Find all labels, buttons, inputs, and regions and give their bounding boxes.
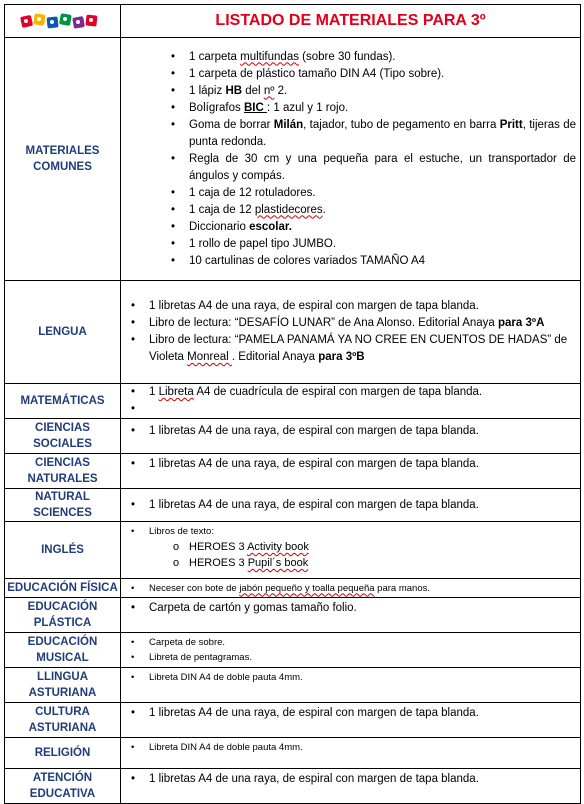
content-ciencias-sociales <box>121 419 581 454</box>
item-text: 1 lápiz <box>189 84 226 97</box>
list-item <box>127 771 576 788</box>
item-text: Regla de 30 cm y una pequeña para el estuche, un transportador de ángulos y compás. <box>189 152 576 182</box>
item-text: , tajador, tubo de pegamento en barra <box>303 118 500 131</box>
item-text: : 1 azul y 1 rojo. <box>266 101 349 114</box>
item-text: Libreta DIN A4 de doble pauta 4mm. <box>149 672 303 683</box>
materiales-comunes-list <box>127 49 576 270</box>
content-religion <box>121 738 581 769</box>
ingles-list <box>127 524 576 539</box>
item-text: 2. <box>274 84 288 97</box>
bullet-icon: • <box>131 317 136 329</box>
item-text: Libreta de pentagramas. <box>149 652 252 663</box>
list-item <box>127 581 576 596</box>
list-item <box>127 83 576 100</box>
list-item <box>127 219 576 236</box>
item-text: Goma de borrar <box>189 118 274 131</box>
item-text: plastidecores <box>254 203 323 216</box>
content-ingles <box>121 522 581 579</box>
item-text: para 3ºB <box>318 351 365 363</box>
row-religion <box>5 738 581 769</box>
bullet-icon: • <box>171 67 176 80</box>
bullet-icon: • <box>171 186 176 199</box>
subject-educacion-fisica: EDUCACIÓN FÍSICA <box>5 579 121 598</box>
list-item <box>127 49 576 66</box>
bullet-icon: • <box>131 300 136 312</box>
row-ingles <box>5 522 581 579</box>
list-item <box>127 539 576 555</box>
item-text: Bolígrafos <box>189 101 244 114</box>
list-item <box>127 740 576 755</box>
item-text: Carpeta de sobre. <box>149 637 226 648</box>
bullet-icon: • <box>131 602 136 614</box>
row-atencion-educativa <box>5 769 581 804</box>
item-text: HEROES 3 <box>189 541 248 553</box>
row-lengua <box>5 281 581 384</box>
item-text: 1 libretas A4 de una raya, de espiral con margen de tapa blanda. <box>149 707 479 719</box>
list-item <box>127 236 576 253</box>
item-text: 1 libretas A4 de una raya, de espiral con margen de tapa blanda. <box>149 300 479 312</box>
bullet-icon: • <box>171 101 176 114</box>
bullet-icon: • <box>131 334 136 346</box>
subject-materiales-comunes: MATERIALES COMUNES <box>5 38 121 281</box>
content-atencion-educativa <box>121 769 581 804</box>
list-item <box>127 151 576 185</box>
list-item <box>127 100 576 117</box>
row-educacion-plastica <box>5 598 581 633</box>
circle-bullet-icon: o <box>173 541 180 553</box>
item-text: jabón pequeño y toalla pequeña <box>239 582 375 594</box>
item-text: Libreta <box>158 386 194 398</box>
natural-sciences-list <box>127 497 576 514</box>
logo-cell <box>5 5 121 38</box>
item-text: escolar. <box>249 220 292 233</box>
subject-llingua-asturiana: LLINGUA ASTURIANA <box>5 668 121 703</box>
list-item <box>127 253 576 270</box>
row-materiales-comunes <box>5 38 581 281</box>
row-educacion-fisica <box>5 579 581 598</box>
educacion-musical-list <box>127 635 576 665</box>
bullet-icon: • <box>171 84 176 97</box>
content-educacion-musical <box>121 633 581 668</box>
item-text: 1 libretas A4 de una raya, de espiral con margen de tapa blanda. <box>149 498 479 511</box>
list-item <box>127 315 576 332</box>
bullet-icon: • <box>171 118 176 131</box>
list-item <box>127 332 576 366</box>
item-text: 1 libretas A4 de una raya, de espiral con margen de tapa blanda. <box>149 773 479 785</box>
subject-matematicas: MATEMÁTICAS <box>5 384 121 419</box>
item-text: Libro de lectura: “DESAFÍO LUNAR” de Ana Alonso. Editorial Anaya <box>149 317 499 329</box>
item-text: A4 de cuadrícula de espiral con margen de tapa blanda. <box>193 386 483 398</box>
row-educacion-musical <box>5 633 581 668</box>
bullet-icon: • <box>171 152 176 165</box>
content-educacion-plastica <box>121 598 581 633</box>
educacion-plastica-list <box>127 600 576 617</box>
subject-educacion-musical: EDUCACIÓN MUSICAL <box>5 633 121 668</box>
content-lengua <box>121 281 581 384</box>
bullet-icon: • <box>171 237 176 250</box>
school-logo-icon <box>19 11 105 31</box>
item-text: 1 <box>149 386 159 398</box>
list-item <box>127 650 576 665</box>
item-text: 1 rollo de papel tipo JUMBO. <box>189 237 337 250</box>
subject-lengua: LENGUA <box>5 281 121 384</box>
content-llingua-asturiana <box>121 668 581 703</box>
list-item <box>127 185 576 202</box>
item-text: 10 cartulinas de colores variados TAMAÑO A4 <box>189 254 426 267</box>
circle-bullet-icon: o <box>173 557 180 569</box>
list-item <box>127 298 576 315</box>
item-text: Libros de texto: <box>149 526 214 537</box>
list-item <box>127 705 576 722</box>
item-text: nº <box>263 84 275 97</box>
educacion-fisica-list <box>127 581 576 596</box>
item-text: 1 libretas A4 de una raya, de espiral con margen de tapa blanda. <box>149 425 479 437</box>
list-item <box>127 202 576 219</box>
item-text: Neceser con bote de <box>149 582 240 594</box>
list-item <box>127 670 576 685</box>
item-text: Carpeta de cartón y gomas tamaño folio. <box>149 602 357 614</box>
bullet-icon: • <box>131 707 136 719</box>
bullet-icon: • <box>171 220 176 233</box>
bullet-icon: • <box>171 50 176 63</box>
item-text: BIC <box>243 101 267 114</box>
content-cultura-asturiana <box>121 703 581 738</box>
bullet-icon: • <box>131 458 136 470</box>
list-item <box>127 635 576 650</box>
content-materiales-comunes <box>121 38 581 281</box>
item-text: Pritt <box>499 118 523 131</box>
item-text: . <box>322 203 326 216</box>
list-item <box>127 497 576 514</box>
item-text: Pupil´s book <box>247 557 309 569</box>
lengua-list <box>127 298 576 366</box>
item-text: 1 libretas A4 de una raya, de espiral con margen de tapa blanda. <box>149 458 479 470</box>
item-text: HB <box>225 84 243 97</box>
subject-cultura-asturiana: CULTURA ASTURIANA <box>5 703 121 738</box>
bullet-icon: • <box>131 403 136 415</box>
subject-ingles: INGLÉS <box>5 522 121 579</box>
religion-list <box>127 740 576 755</box>
list-item <box>127 555 576 571</box>
cultura-asturiana-list <box>127 705 576 722</box>
list-item <box>127 66 576 83</box>
bullet-icon: • <box>131 652 135 663</box>
list-item <box>127 384 576 401</box>
item-text: Milán <box>273 118 304 131</box>
item-text: del <box>242 84 264 97</box>
materials-document <box>4 4 580 804</box>
document-title: LISTADO DE MATERIALES PARA 3º <box>121 5 581 38</box>
item-text: 1 carpeta de plástico tamaño DIN A4 (Tipo sobre). <box>189 67 445 80</box>
bullet-icon: • <box>171 254 176 267</box>
item-text: Libreta DIN A4 de doble pauta 4mm. <box>149 742 303 753</box>
content-matematicas <box>121 384 581 419</box>
matematicas-list <box>127 384 576 418</box>
row-cultura-asturiana <box>5 703 581 738</box>
subject-atencion-educativa: ATENCIÓN EDUCATIVA <box>5 769 121 804</box>
item-text: . Editorial Anaya <box>231 351 319 363</box>
bullet-icon: • <box>131 742 135 753</box>
bullet-icon: • <box>131 498 136 511</box>
row-natural-sciences <box>5 489 581 522</box>
item-text: Libro de lectura: “PAMELA PANAMÁ YA NO CREE EN CUENTOS DE HADAS” de Violeta <box>149 334 568 363</box>
item-text: (sobre 30 fundas). <box>298 50 396 63</box>
bullet-icon: • <box>131 425 136 437</box>
subject-ciencias-sociales: CIENCIAS SOCIALES <box>5 419 121 454</box>
bullet-icon: • <box>131 526 135 537</box>
item-text: 1 caja de 12 <box>189 203 255 216</box>
subject-educacion-plastica: EDUCACIÓN PLÁSTICA <box>5 598 121 633</box>
bullet-icon: • <box>131 582 135 594</box>
bullet-icon: • <box>131 637 135 648</box>
item-text: Monreal <box>187 351 232 363</box>
item-text: HEROES 3 <box>189 557 248 569</box>
ciencias-naturales-list <box>127 456 576 473</box>
row-ciencias-sociales <box>5 419 581 454</box>
row-llingua-asturiana <box>5 668 581 703</box>
item-text: Activity book <box>247 541 309 553</box>
item-text: para 3ºA <box>498 317 545 329</box>
content-ciencias-naturales <box>121 454 581 489</box>
header-row <box>5 5 581 38</box>
subject-natural-sciences: NATURAL SCIENCES <box>5 489 121 522</box>
llingua-asturiana-list <box>127 670 576 685</box>
bullet-icon: • <box>131 386 136 398</box>
row-ciencias-naturales <box>5 454 581 489</box>
ingles-sublist <box>127 539 576 571</box>
bullet-icon: • <box>131 672 135 683</box>
atencion-educativa-list <box>127 771 576 788</box>
subject-ciencias-naturales: CIENCIAS NATURALES <box>5 454 121 489</box>
content-educacion-fisica <box>121 579 581 598</box>
list-item <box>127 456 576 473</box>
item-text: , tijeras de punta redonda. <box>189 118 577 148</box>
content-natural-sciences <box>121 489 581 522</box>
item-text: Diccionario <box>189 220 250 233</box>
list-item <box>127 401 576 418</box>
bullet-icon: • <box>131 773 136 785</box>
ciencias-sociales-list <box>127 423 576 440</box>
list-item <box>127 423 576 440</box>
materials-table <box>4 4 581 804</box>
list-item <box>127 600 576 617</box>
item-text: 1 carpeta <box>189 50 241 63</box>
list-item <box>127 117 576 151</box>
item-text: para manos. <box>374 582 430 594</box>
row-matematicas <box>5 384 581 419</box>
item-text: multifundas <box>240 50 299 63</box>
item-text: 1 caja de 12 rotuladores. <box>189 186 316 199</box>
subject-religion: RELIGIÓN <box>5 738 121 769</box>
bullet-icon: • <box>171 203 176 216</box>
list-item <box>127 524 576 539</box>
